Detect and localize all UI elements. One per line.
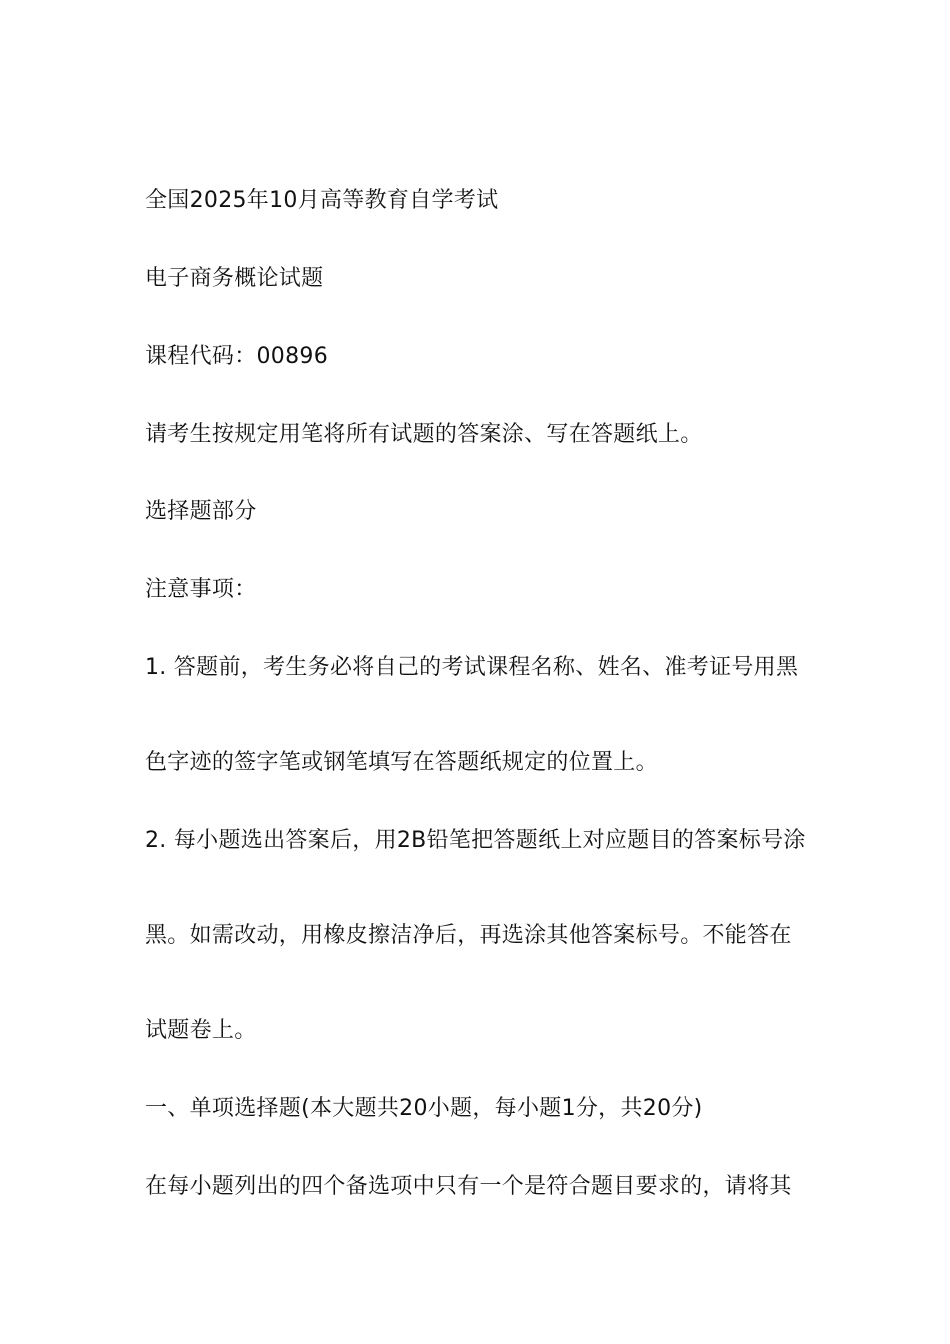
part-1-heading: 一、单项选择题(本大题共20小题，每小题1分，共20分) (145, 1096, 703, 1121)
note-2-line-3: 试题卷上。 (145, 1018, 257, 1043)
part-1-instruction: 在每小题列出的四个备选项中只有一个是符合题目要求的，请将其 (145, 1174, 792, 1199)
note-1-line-1: 1. 答题前，考生务必将自己的考试课程名称、姓名、准考证号用黑 (145, 655, 799, 680)
answer-instruction: 请考生按规定用笔将所有试题的答案涂、写在答题纸上。 (145, 422, 703, 447)
notes-heading: 注意事项： (145, 577, 257, 602)
note-2-line-2: 黑。如需改动，用橡皮擦洁净后，再选涂其他答案标号。不能答在 (145, 923, 792, 948)
note-2-line-1: 2. 每小题选出答案后，用2B铅笔把答题纸上对应题目的答案标号涂 (145, 828, 806, 853)
note-1-line-2: 色字迹的签字笔或钢笔填写在答题纸规定的位置上。 (145, 750, 658, 775)
course-code: 课程代码：00896 (145, 344, 328, 369)
subject-title: 电子商务概论试题 (145, 266, 324, 291)
section-heading: 选择题部分 (145, 499, 257, 524)
exam-title: 全国2025年10月高等教育自学考试 (145, 188, 499, 213)
